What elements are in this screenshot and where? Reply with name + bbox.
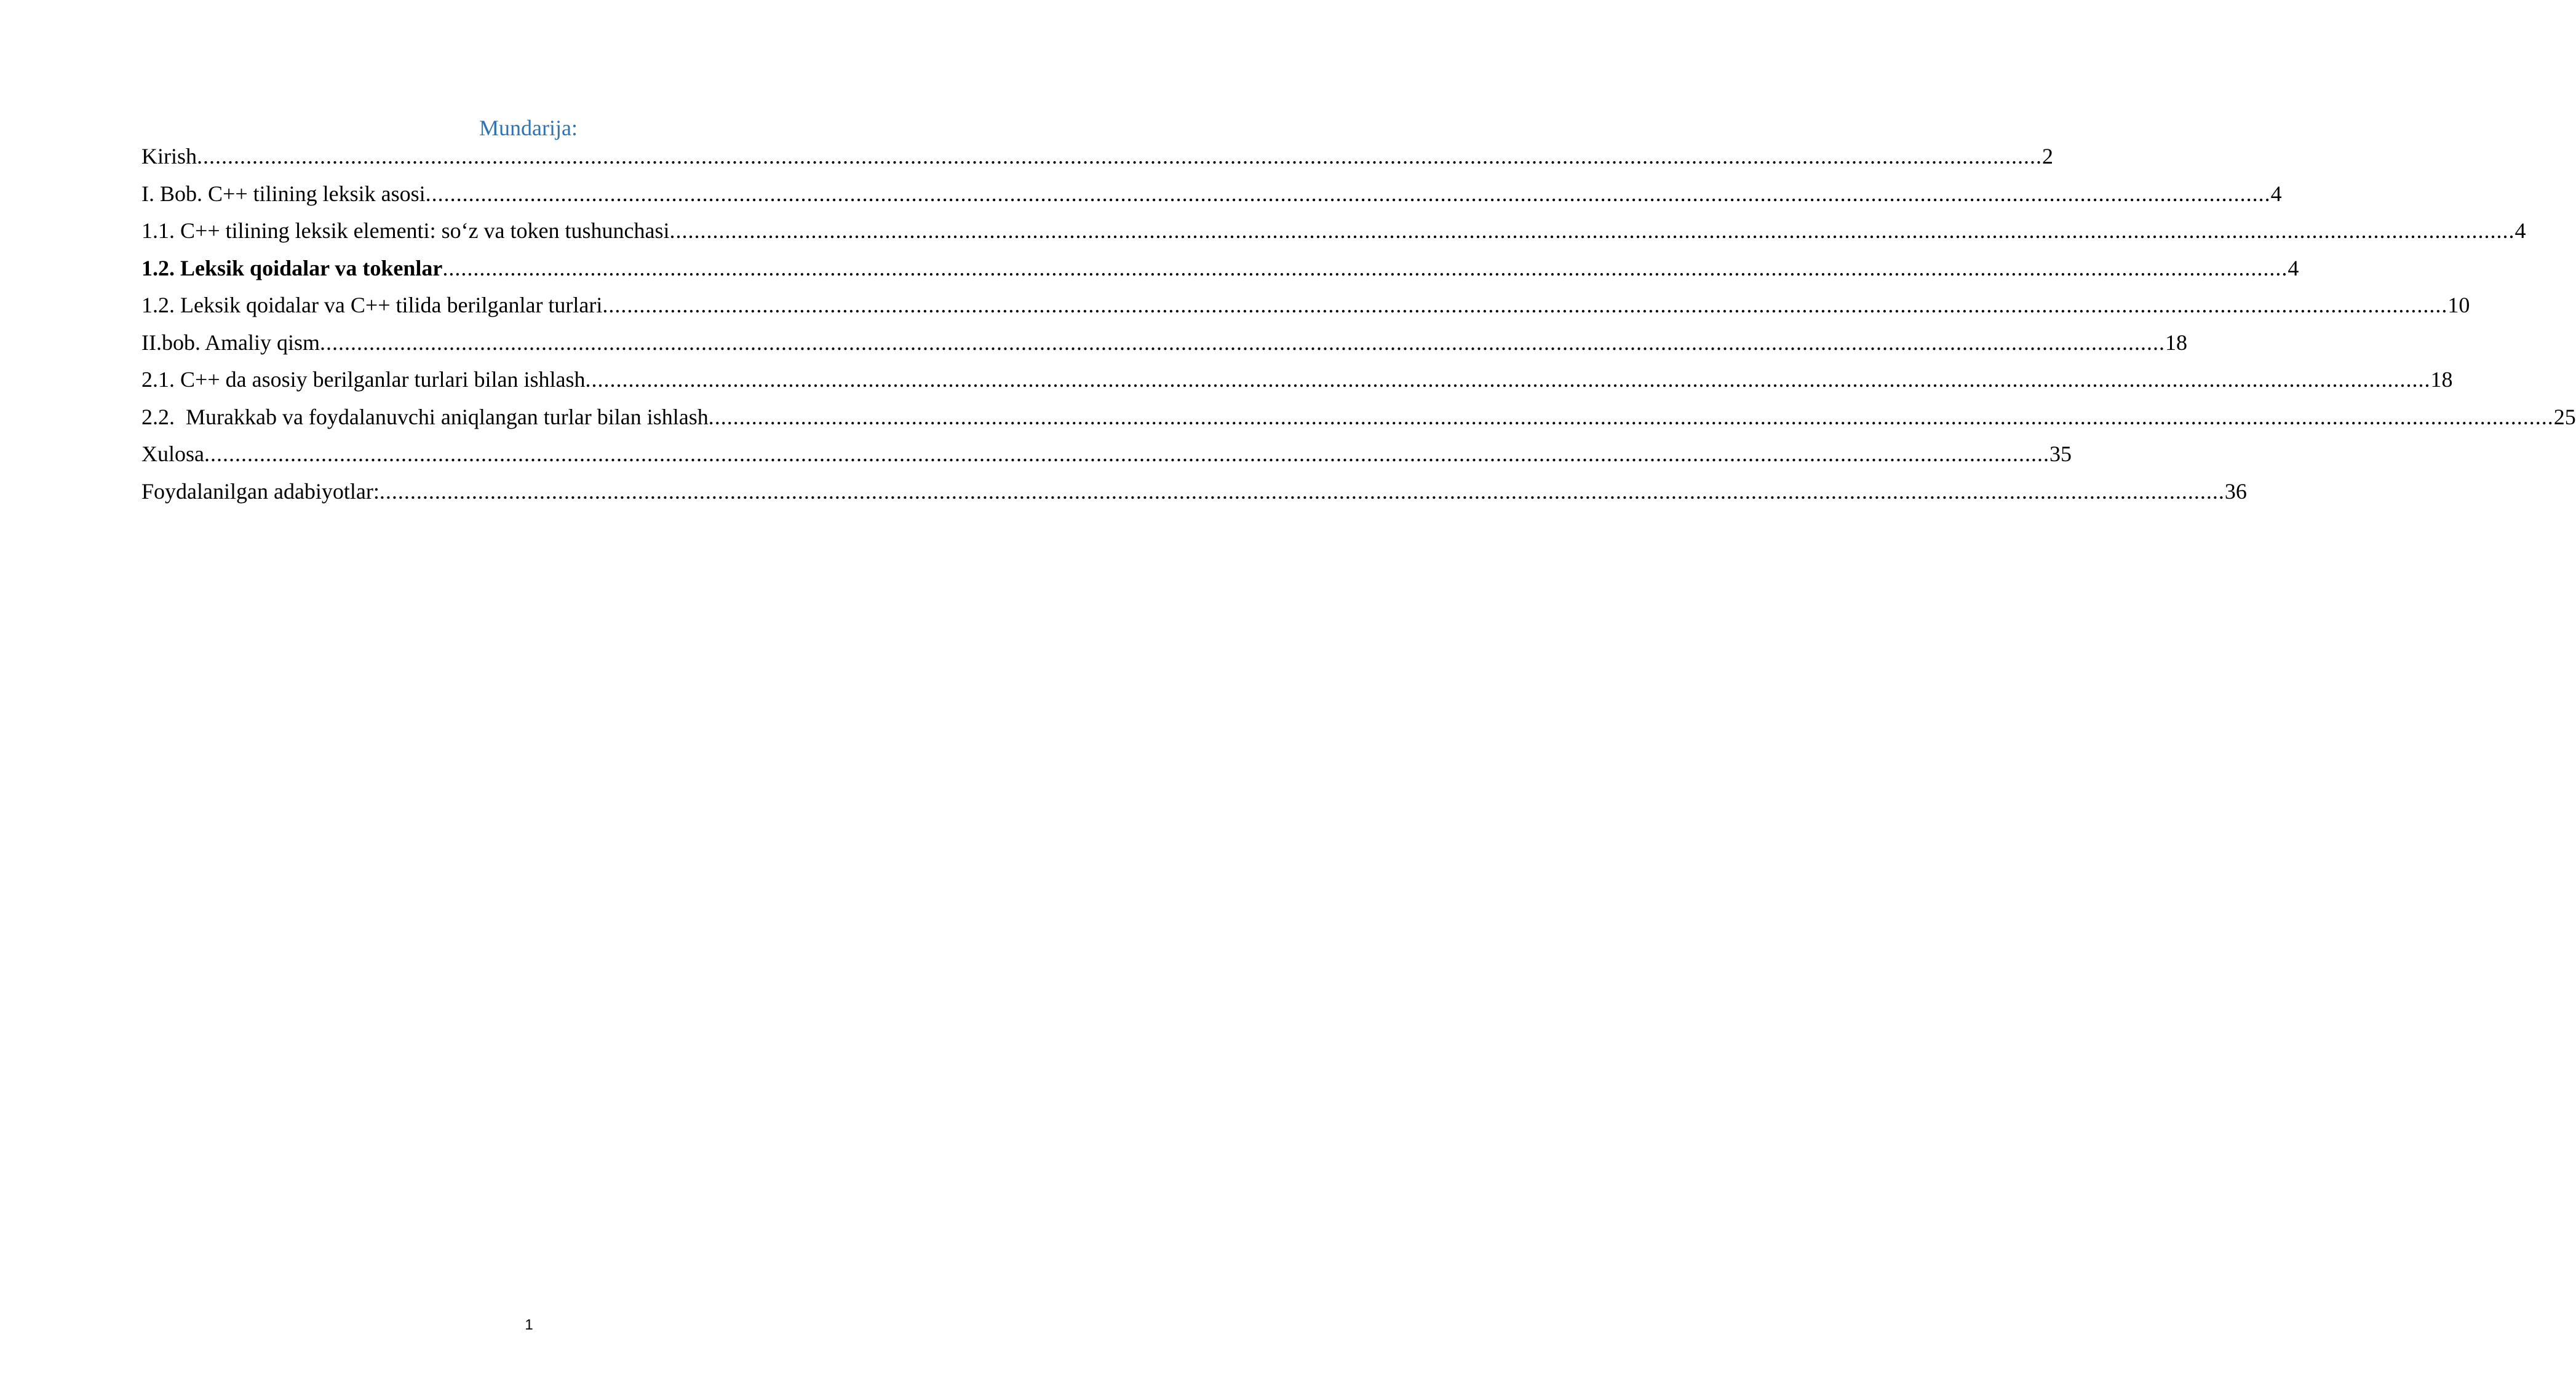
toc-entry[interactable] [141,402,2576,440]
toc-entry[interactable] [141,179,2282,216]
toc-entry-text: 1.2. Leksik qoidalar va C++ tilida berilganlar turlari [141,293,603,317]
toc-entry-text: Kirish [141,144,197,168]
toc-entry[interactable] [141,141,2053,179]
toc-entry-text: I. Bob. C++ tilining leksik asosi [141,181,426,206]
toc-entry[interactable] [141,477,2247,514]
toc-entry-text: II.bob. Amaliy qism [141,330,320,355]
toc-entry-page: 2 [2042,144,2053,168]
toc-entry[interactable] [141,439,2072,477]
toc-leader-dots: ............................................................................................................................................................................................................................................................................................................ [585,367,2431,392]
toc-entry-page: 4 [2270,181,2282,206]
toc-entry-page: 35 [2049,442,2072,466]
toc-leader-dots: ............................................................................................................................................................................................................................................................................................................ [425,181,2271,206]
toc-entry-page: 4 [2288,255,2299,280]
toc-entry[interactable] [141,216,2526,253]
toc-entry-text: Foydalanilgan adabiyotlar: [141,478,380,504]
toc-entry-text: 1.2. Leksik qoidalar va tokenlar [141,255,443,280]
toc-entry-text: Xulosa [141,442,204,466]
table-of-contents [141,141,2576,513]
toc-entry-text: 2.2. Murakkab va foydalanuvchi aniqlangan turlar bilan ishlash [141,404,709,429]
toc-entry-page: 4 [2514,218,2526,243]
toc-leader-dots: ............................................................................................................................................................................................................................................................................................................ [204,442,2049,466]
toc-entry-page: 10 [2447,293,2470,317]
toc-leader-dots: ............................................................................................................................................................................................................................................................................................................ [602,293,2448,317]
toc-entry[interactable] [141,253,2299,291]
toc-leader-dots: ............................................................................................................................................................................................................................................................................................................ [379,478,2225,504]
toc-entry-text: 2.1. C++ da asosiy berilganlar turlari bilan ishlash [141,367,586,392]
toc-entry[interactable] [141,328,2187,365]
toc-entry-page: 36 [2224,478,2247,504]
page-number: 1 [525,1317,533,1333]
toc-leader-dots: ............................................................................................................................................................................................................................................................................................................ [442,255,2288,280]
toc-leader-dots: ............................................................................................................................................................................................................................................................................................................ [197,144,2042,168]
toc-leader-dots: ............................................................................................................................................................................................................................................................................................................ [669,218,2515,243]
toc-entry-text: 1.1. C++ tilining leksik elementi: so‘z va token tushunchasi [141,218,670,243]
toc-entry-page: 18 [2165,330,2187,355]
toc-entry[interactable] [141,365,2453,402]
toc-leader-dots: ............................................................................................................................................................................................................................................................................................................ [708,404,2554,429]
toc-leader-dots: ............................................................................................................................................................................................................................................................................................................ [320,330,2165,355]
toc-title: Mundarija: [479,116,578,140]
toc-entry[interactable] [141,290,2470,328]
toc-entry-page: 25 [2553,404,2576,429]
toc-entry-page: 18 [2430,367,2453,392]
